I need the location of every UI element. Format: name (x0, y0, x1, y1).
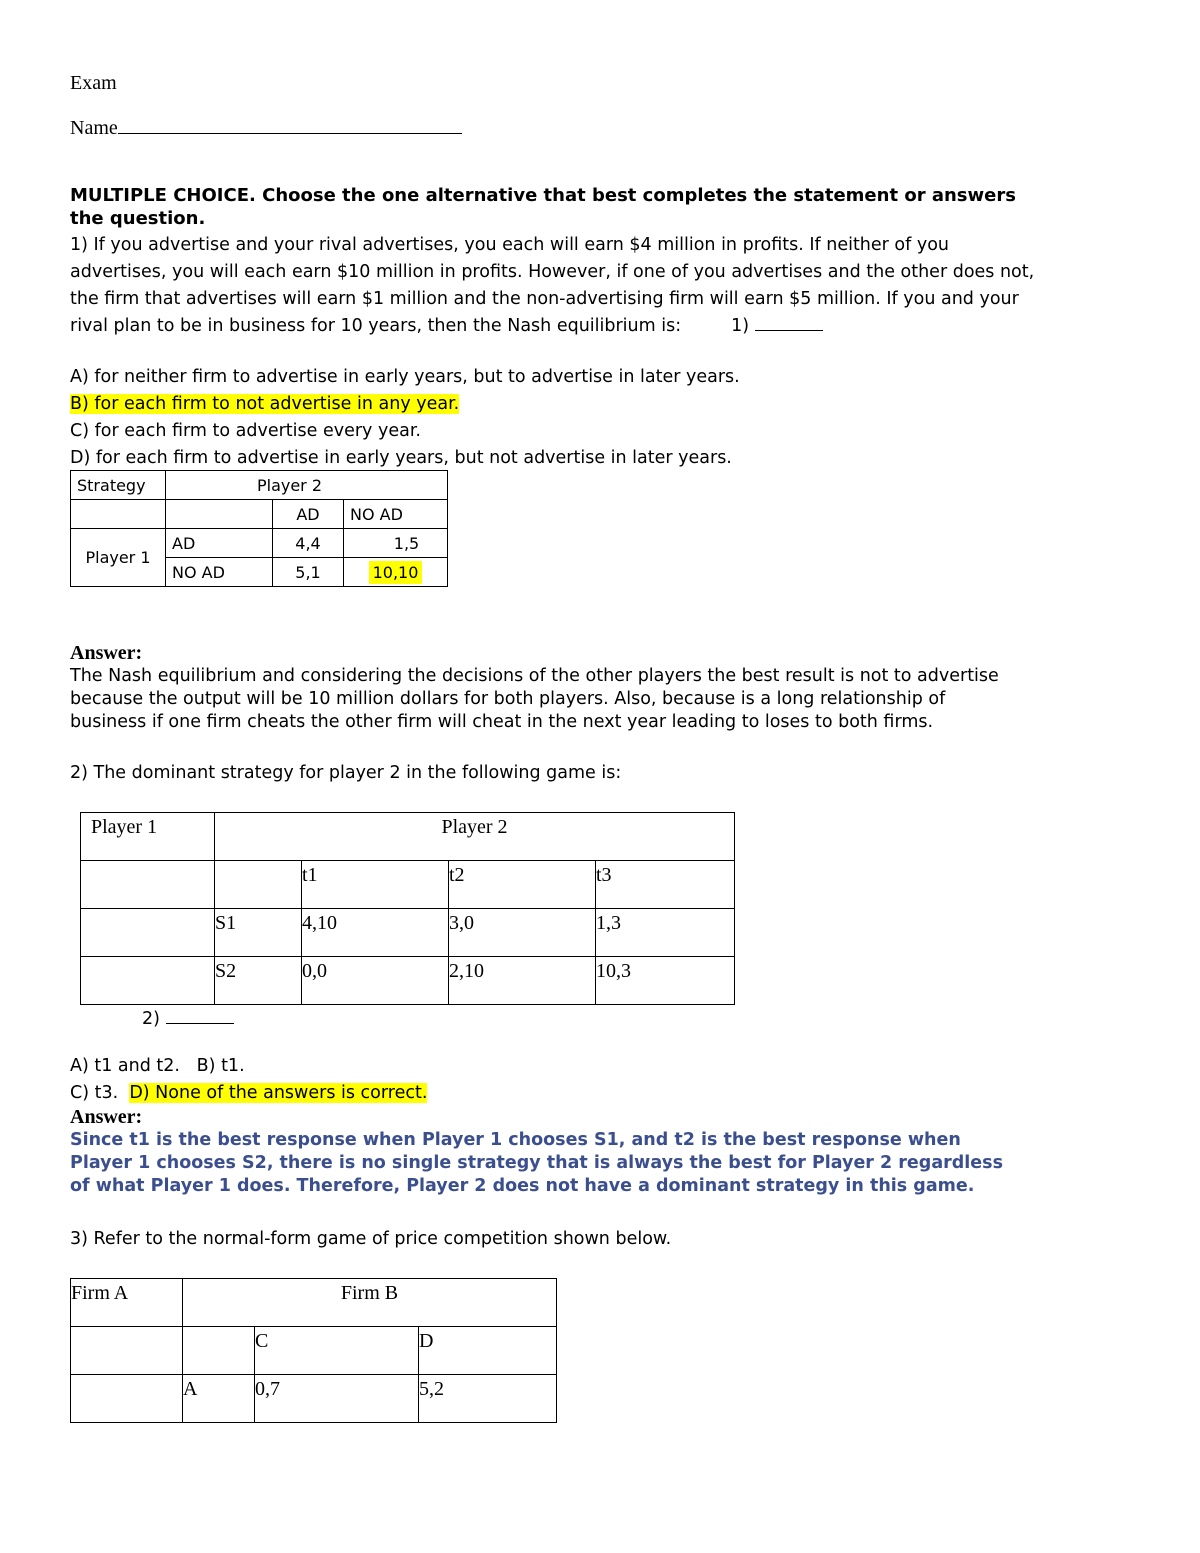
q2-option-c: C) t3. (70, 1083, 119, 1103)
q1-option-b-highlighted: B) for each firm to not advertise in any year. (70, 394, 460, 414)
table2-col-t2: t2 (449, 861, 596, 909)
q2-answer-line: Since t1 is the best response when Player 1 chooses S1, and t2 is the best response when (70, 1130, 961, 1150)
q1-line: rival plan to be in business for 10 years, then the Nash equilibrium is: (70, 316, 682, 336)
q1-line: 1) If you advertise and your rival advertises, you each will earn $4 million in profits. If neither of you (70, 235, 950, 255)
instructions-line-2: the question. (70, 208, 206, 229)
question-1-options (70, 364, 740, 472)
table3-cell: 0,7 (255, 1375, 419, 1423)
table1-player1-label: Player 1 (71, 529, 166, 587)
table1-cell-highlighted (344, 558, 448, 587)
q1-option-c: C) for each firm to advertise every year. (70, 421, 421, 441)
table2-cell: 10,3 (596, 957, 735, 1005)
question-1-text (70, 232, 1034, 340)
table1-strategy-header: Strategy (71, 471, 166, 500)
table2-player2-header: Player 2 (215, 813, 735, 861)
q1-option-a: A) for neither firm to advertise in early years, but to advertise in later years. (70, 367, 740, 387)
table3-col-c: C (255, 1327, 419, 1375)
question-2-text: 2) The dominant strategy for player 2 in the following game is: (70, 763, 622, 783)
table3-firm-b-header: Firm B (183, 1279, 557, 1327)
table3-row-a: A (183, 1375, 255, 1423)
table2-cell: 4,10 (302, 909, 449, 957)
table3-col-d: D (419, 1327, 557, 1375)
table2-row-s1: S1 (215, 909, 302, 957)
table1-cell: 4,4 (273, 529, 344, 558)
q1-answer (70, 642, 999, 734)
table1-col-ad: AD (273, 500, 344, 529)
table2-row-s2: S2 (215, 957, 302, 1005)
name-field (70, 115, 462, 142)
q2-option-a: A) t1 and t2. (70, 1056, 180, 1076)
table1-player2-header: Player 2 (166, 471, 448, 500)
name-underline (118, 115, 462, 134)
table2-cell: 0,0 (302, 957, 449, 1005)
table2-col-t1: t1 (302, 861, 449, 909)
table2-col-t3: t3 (596, 861, 735, 909)
q2-answer-blank (166, 1009, 234, 1024)
payoff-table-3 (70, 1278, 557, 1423)
q2-answer-label: Answer: (70, 1106, 143, 1128)
table1-cell: 5,1 (273, 558, 344, 587)
table3-firm-a-header: Firm A (71, 1279, 183, 1327)
q2-option-b: B) t1. (196, 1056, 245, 1076)
table2-player1-header: Player 1 (81, 813, 215, 861)
table2-cell: 1,3 (596, 909, 735, 957)
q2-answer-line: of what Player 1 does. Therefore, Player 2 does not have a dominant strategy in this game. (70, 1176, 975, 1196)
table1-row-noad: NO AD (166, 558, 273, 587)
q1-line: the firm that advertises will earn $1 million and the non-advertising firm will earn $5 million. If you and your (70, 289, 1019, 309)
table1-cell: 1,5 (344, 529, 448, 558)
table2-cell: 3,0 (449, 909, 596, 957)
q2-option-d-highlighted: D) None of the answers is correct. (129, 1083, 428, 1103)
q1-answer-line: business if one firm cheats the other firm will cheat in the next year leading to loses to both firms. (70, 712, 934, 732)
exam-title: Exam (70, 72, 117, 94)
nash-equilibrium-value: 10,10 (369, 561, 423, 584)
name-label: Name (70, 117, 118, 139)
q1-blank-label: 1) (731, 316, 750, 336)
q2-blank (142, 1006, 234, 1033)
table1-row-ad: AD (166, 529, 273, 558)
q2-answer (70, 1106, 1003, 1198)
question-3-text: 3) Refer to the normal-form game of price competition shown below. (70, 1229, 672, 1249)
q1-line: advertises, you will each earn $10 million in profits. However, if one of you advertises and the other does not, (70, 262, 1035, 282)
question-2-options (70, 1053, 427, 1107)
table1-col-noad: NO AD (344, 500, 448, 529)
q1-answer-line: because the output will be 10 million dollars for both players. Also, because is a long relationship of (70, 689, 946, 709)
q1-answer-line: The Nash equilibrium and considering the decisions of the other players the best result is not to advertise (70, 666, 999, 686)
q1-answer-blank (755, 316, 823, 331)
payoff-table-2 (80, 812, 735, 1005)
payoff-table-1 (70, 470, 448, 587)
instructions-line-1: MULTIPLE CHOICE. Choose the one alternative that best completes the statement or answers (70, 185, 1016, 206)
q2-answer-line: Player 1 chooses S2, there is no single strategy that is always the best for Player 2 regardless (70, 1153, 1003, 1173)
q1-option-d: D) for each firm to advertise in early years, but not advertise in later years. (70, 448, 732, 468)
instructions (70, 184, 1016, 230)
table2-cell: 2,10 (449, 957, 596, 1005)
table3-cell: 5,2 (419, 1375, 557, 1423)
q1-answer-label: Answer: (70, 642, 143, 664)
q2-blank-label: 2) (142, 1009, 160, 1029)
